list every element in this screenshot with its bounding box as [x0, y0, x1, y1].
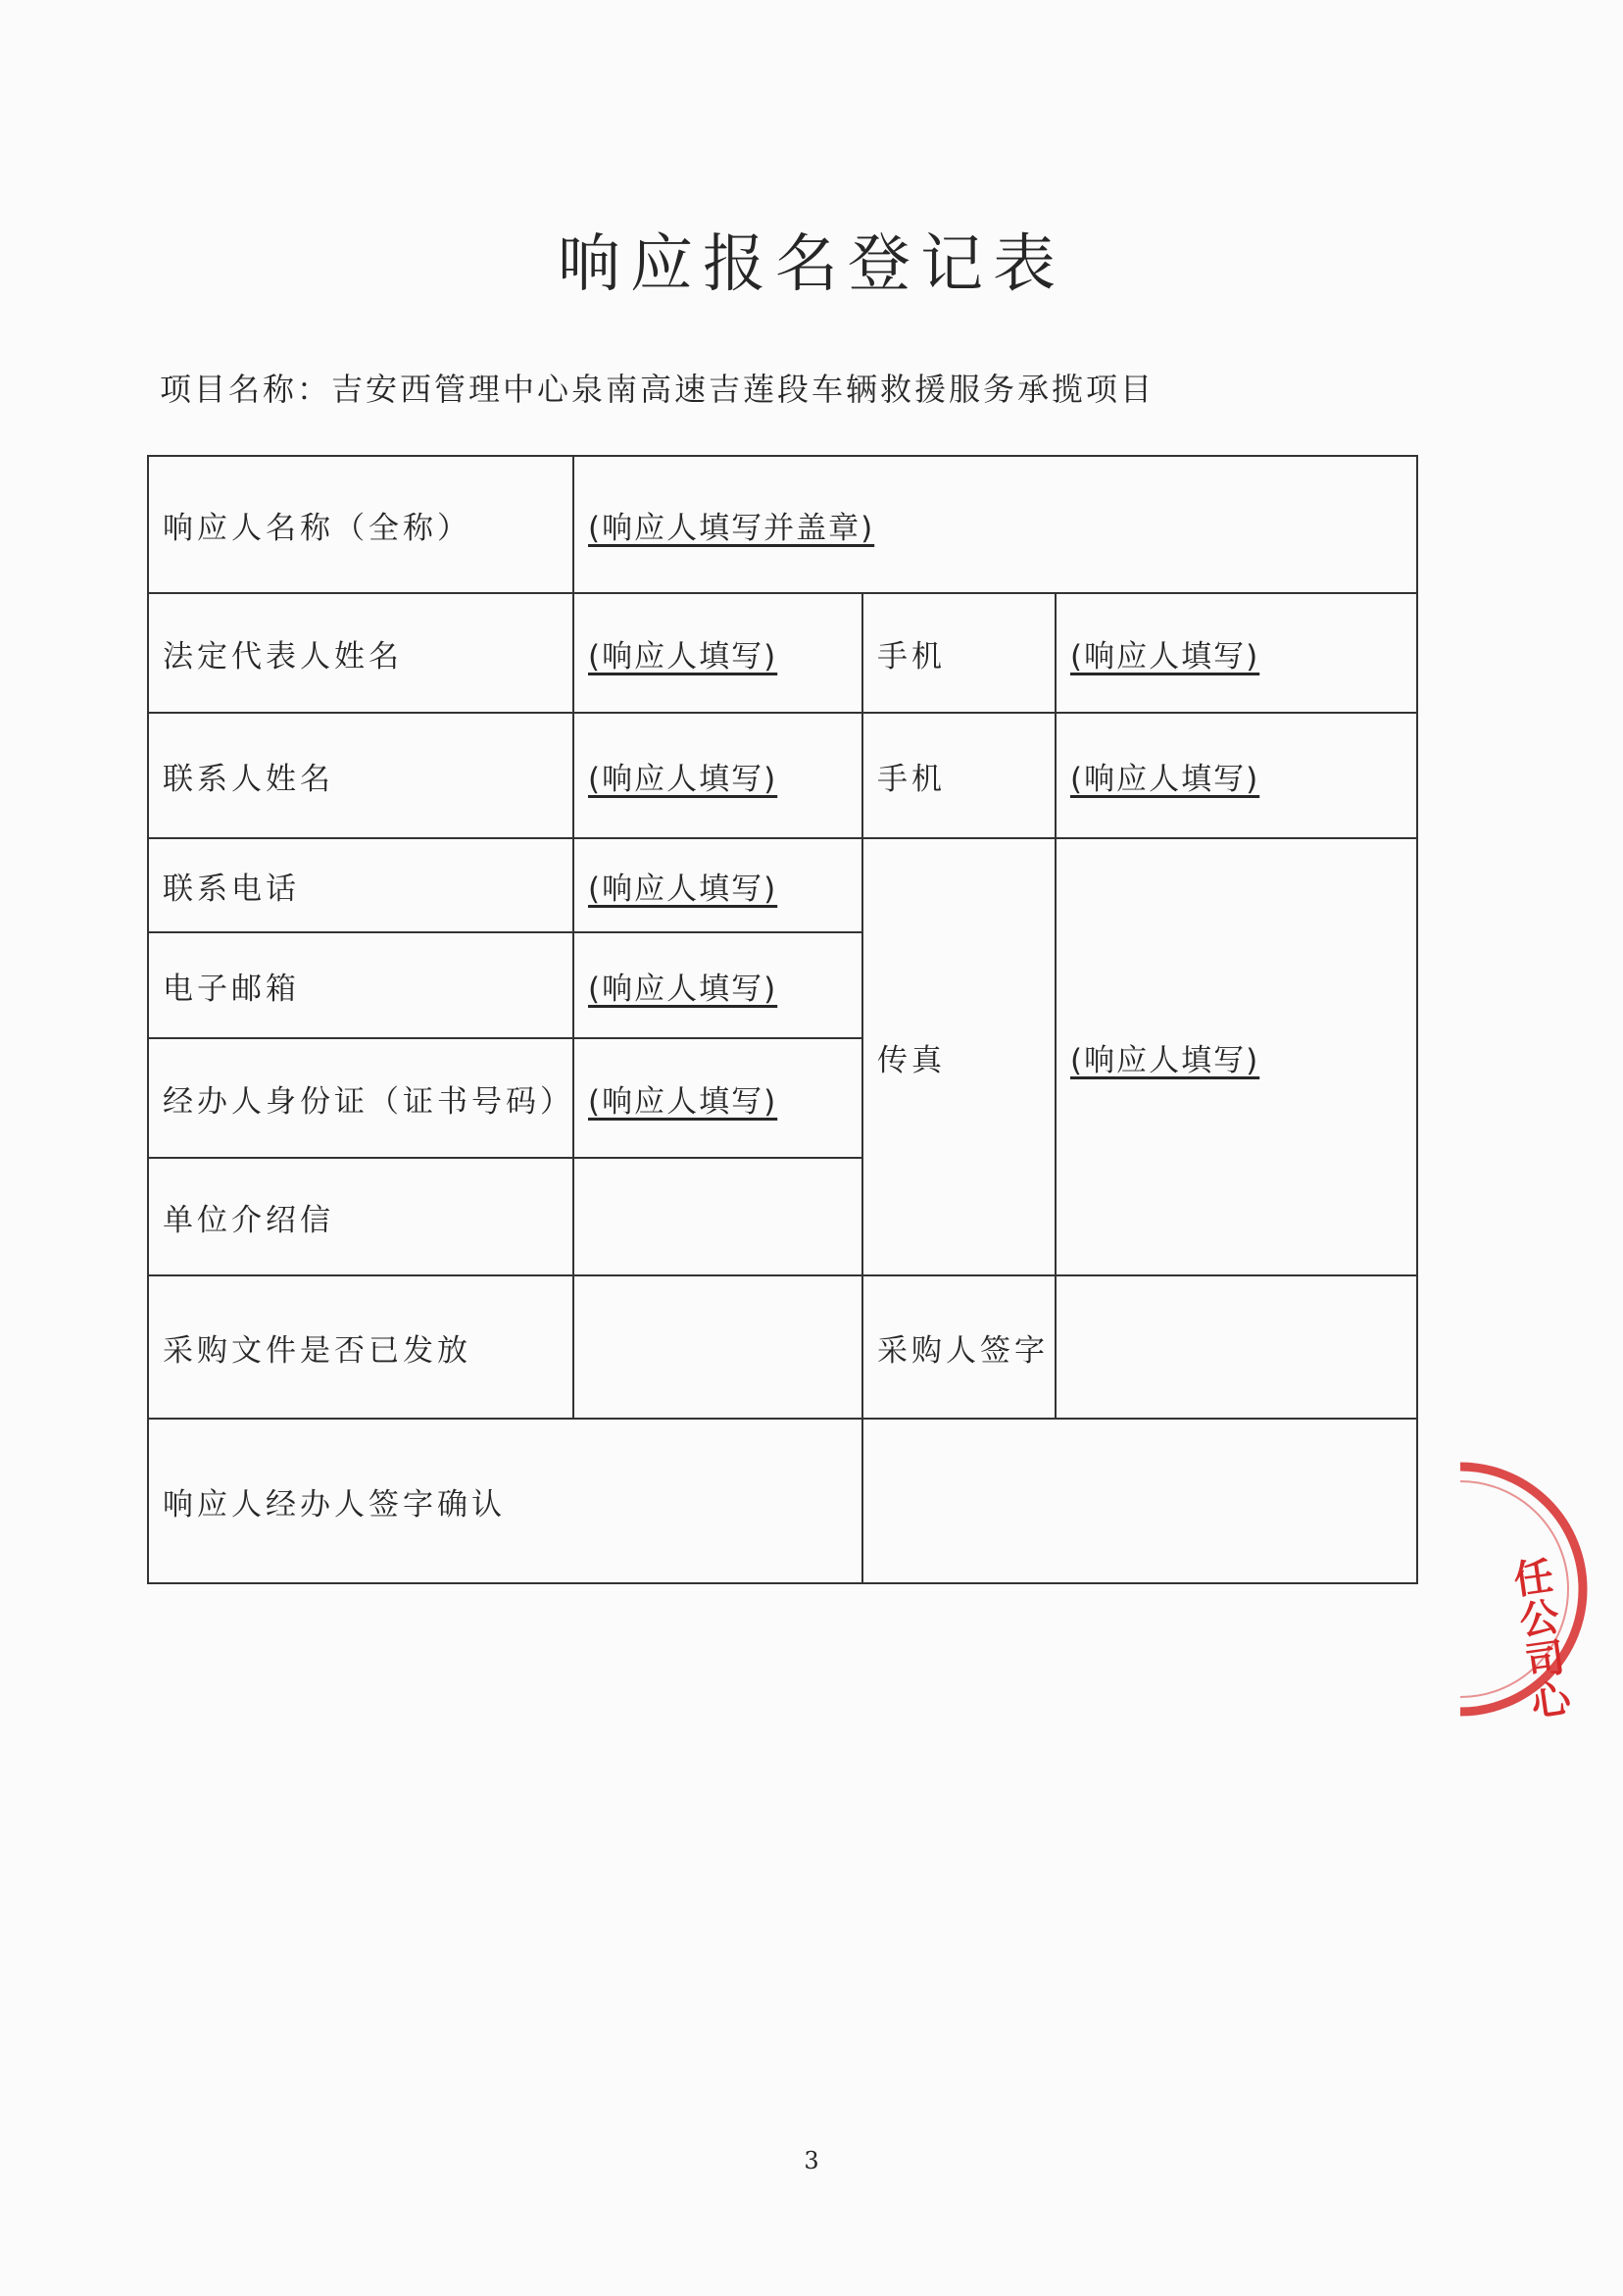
row-respondent-name [148, 456, 1417, 593]
company-seal-stamp [1460, 1449, 1623, 1729]
legal-phone-value: (响应人填写) [1070, 638, 1260, 674]
row-documents-issued [148, 1275, 1417, 1419]
fax-label: 传真 [862, 838, 1056, 1275]
tel-label: 联系电话 [148, 838, 573, 932]
email-field[interactable] [573, 932, 862, 1038]
legal-rep-label: 法定代表人姓名 [148, 593, 573, 713]
id-label: 经办人身份证（证书号码） [148, 1038, 573, 1158]
respondent-name-label: 响应人名称（全称） [148, 456, 573, 593]
tel-field[interactable] [573, 838, 862, 932]
respondent-name-value: (响应人填写并盖章) [588, 510, 875, 546]
tel-value: (响应人填写) [588, 871, 778, 907]
buyer-sign-label: 采购人签字 [862, 1275, 1056, 1419]
page-title: 响应报名登记表 [558, 228, 1065, 301]
fax-field[interactable] [1056, 838, 1417, 1275]
legal-phone-field[interactable] [1056, 593, 1417, 713]
contact-value: (响应人填写) [588, 761, 778, 797]
row-telephone [148, 838, 1417, 932]
seal-text: 任公司心 [1504, 1554, 1573, 1724]
contact-field[interactable] [573, 713, 862, 838]
intro-field[interactable] [573, 1158, 862, 1275]
page-number: 3 [804, 2147, 819, 2174]
contact-phone-label: 手机 [862, 713, 1056, 838]
email-label: 电子邮箱 [148, 932, 573, 1038]
contact-phone-value: (响应人填写) [1070, 761, 1260, 797]
legal-rep-value: (响应人填写) [588, 638, 778, 674]
issued-field[interactable] [573, 1275, 862, 1419]
legal-rep-field[interactable] [573, 593, 862, 713]
legal-phone-label: 手机 [862, 593, 1056, 713]
respondent-name-field[interactable] [573, 456, 1417, 593]
buyer-sign-field[interactable] [1056, 1275, 1417, 1419]
confirm-signature-field[interactable] [862, 1419, 1417, 1583]
confirm-label: 响应人经办人签字确认 [148, 1419, 862, 1583]
row-contact-person [148, 713, 1417, 838]
contact-phone-field[interactable] [1056, 713, 1417, 838]
fax-value: (响应人填写) [1070, 1042, 1260, 1078]
row-legal-representative [148, 593, 1417, 713]
registration-form-table [147, 455, 1418, 1584]
issued-label: 采购文件是否已发放 [148, 1275, 573, 1419]
project-name-line: 项目名称：吉安西管理中心泉南高速吉莲段车辆救援服务承揽项目 [160, 371, 1156, 408]
id-field[interactable] [573, 1038, 862, 1158]
intro-label: 单位介绍信 [148, 1158, 573, 1275]
contact-label: 联系人姓名 [148, 713, 573, 838]
id-value: (响应人填写) [588, 1083, 778, 1120]
row-signature-confirm [148, 1419, 1417, 1583]
email-value: (响应人填写) [588, 971, 778, 1007]
